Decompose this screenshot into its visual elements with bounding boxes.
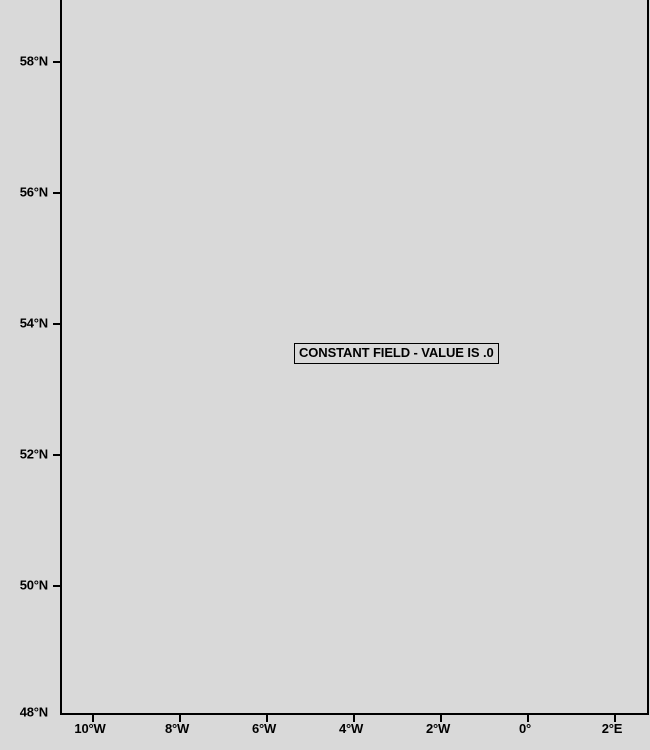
y-axis-tick-label: 58°N: [19, 53, 48, 69]
x-axis-tick-label: 4°W: [338, 721, 364, 736]
x-axis-tick-label: 2°E: [601, 721, 623, 736]
x-axis-tick-label: 8°W: [164, 721, 190, 736]
x-axis-tick-label: 6°W: [251, 721, 277, 736]
x-axis-tick-label: 10°W: [74, 721, 106, 736]
constant-field-annotation: CONSTANT FIELD - VALUE IS .0: [294, 343, 499, 364]
y-axis-tick-label: 56°N: [19, 184, 48, 200]
x-axis-tick-label: 2°W: [425, 721, 451, 736]
y-axis-tick: [53, 61, 62, 63]
y-axis-tick-label: 52°N: [19, 446, 48, 462]
x-axis-tick-label: 0°: [518, 721, 532, 736]
y-axis-tick: [53, 192, 62, 194]
y-axis-tick: [53, 585, 62, 587]
y-axis-tick-label: 50°N: [19, 577, 48, 593]
y-axis-tick-label: 54°N: [19, 315, 48, 331]
map-plot-frame: [60, 0, 649, 715]
y-axis-tick: [53, 454, 62, 456]
y-axis-tick: [53, 323, 62, 325]
y-axis-tick-label: 48°N: [19, 704, 48, 720]
